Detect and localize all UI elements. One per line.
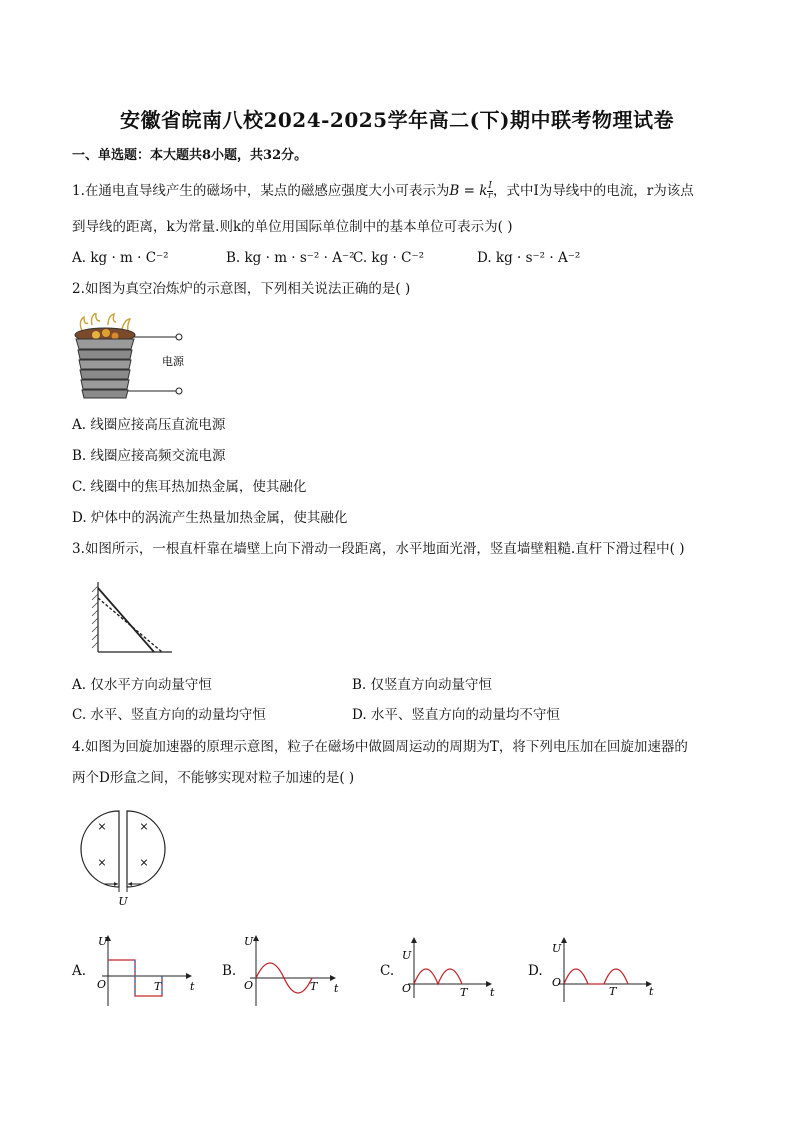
cyclotron-figure	[80, 808, 170, 910]
q4-option-d-label[interactable]: D.	[528, 963, 543, 979]
q2-stem: 2.如图为真空冶炼炉的示意图，下列相关说法正确的是( )	[72, 281, 411, 297]
q4-option-b-label[interactable]: B.	[222, 963, 237, 979]
q3-option-b[interactable]: B. 仅竖直方向动量守恒	[352, 677, 493, 693]
q4-option-d-graph[interactable]	[548, 932, 660, 1008]
q1-suffix: ，式中I为导线中的电流，r为该点	[492, 183, 694, 199]
q4-option-b-graph[interactable]	[240, 932, 346, 1008]
q1-line1: 1.在通电直导线产生的磁场中，某点的磁感应强度大小可表示为B = k $\frac{I}{r}$ ，式中I为导线中的电流，r为该点	[72, 181, 694, 201]
q1-prefix: 1.在通电直导线产生的磁场中，某点的磁感应强度大小可表示为	[72, 183, 450, 199]
q1-option-c[interactable]: C. kg · C⁻²	[353, 250, 424, 266]
section-heading: 一、单选题：本大题共8小题，共32分。	[72, 148, 308, 163]
q2-option-d[interactable]: D. 炉体中的涡流产生热量加热金属，使其融化	[72, 510, 348, 526]
d-axis-t: t	[649, 985, 654, 998]
field-mark-3: ×	[97, 856, 107, 869]
a-axis-t: t	[190, 980, 195, 993]
q2-option-b[interactable]: B. 线圈应接高频交流电源	[72, 448, 226, 464]
b-axis-T: T	[310, 980, 318, 993]
a-axis-u: U	[98, 935, 108, 948]
q3-option-a[interactable]: A. 仅水平方向动量守恒	[72, 677, 212, 693]
rod-wall-figure	[88, 580, 178, 658]
b-axis-u: U	[244, 935, 254, 948]
b-axis-o: O	[244, 979, 254, 992]
q4-stem-line2: 两个D形盒之间，不能够实现对粒子加速的是( )	[72, 770, 355, 786]
a-axis-T: T	[154, 980, 162, 993]
d-axis-o: O	[552, 976, 562, 989]
q1-formula-den: r	[488, 191, 493, 201]
cyclotron-voltage-label: U	[118, 895, 128, 908]
furnace-power-label: 电源	[162, 355, 184, 368]
q2-option-a[interactable]: A. 线圈应接高压直流电源	[72, 417, 226, 433]
q4-option-a-graph[interactable]	[92, 932, 198, 1008]
c-axis-t: t	[490, 986, 495, 999]
q3-option-d[interactable]: D. 水平、竖直方向的动量均不守恒	[352, 707, 560, 723]
c-axis-o: O	[402, 982, 412, 995]
q1-formula-b: B	[449, 183, 460, 199]
d-axis-T: T	[609, 985, 617, 998]
c-axis-u: U	[402, 949, 412, 962]
furnace-figure	[70, 313, 200, 403]
q4-option-a-label[interactable]: A.	[72, 963, 87, 979]
q1-option-b[interactable]: B. kg · m · s⁻² · A⁻²	[226, 250, 355, 266]
q1-formula-num: I	[488, 181, 492, 191]
q3-stem: 3.如图所示，一根直杆靠在墙壁上向下滑动一段距离，水平地面光滑，竖直墙壁粗糙.直杆下滑过程中( )	[72, 541, 685, 557]
q4-option-c-graph[interactable]	[398, 932, 504, 1008]
c-axis-T: T	[460, 986, 468, 999]
q2-option-c[interactable]: C. 线圈中的焦耳热加热金属，使其融化	[72, 479, 307, 495]
field-mark-4: ×	[139, 856, 149, 869]
q1-formula-k: k	[479, 183, 488, 199]
q3-option-c[interactable]: C. 水平、竖直方向的动量均守恒	[72, 707, 266, 723]
q1-option-d[interactable]: D. kg · s⁻² · A⁻²	[477, 250, 581, 266]
b-axis-t: t	[334, 982, 339, 995]
field-mark-1: ×	[97, 820, 107, 833]
d-axis-u: U	[552, 942, 562, 955]
q1-line2: 到导线的距离，k为常量.则k的单位用国际单位制中的基本单位可表示为( )	[72, 219, 513, 235]
q1-option-a[interactable]: A. kg · m · C⁻²	[72, 250, 169, 266]
page-title: 安徽省皖南八校2024-2025学年高二(下)期中联考物理试卷	[119, 108, 675, 132]
field-mark-2: ×	[139, 820, 149, 833]
q4-option-c-label[interactable]: C.	[380, 963, 395, 979]
a-axis-o: O	[97, 978, 107, 991]
q4-stem-line1: 4.如图为回旋加速器的原理示意图，粒子在磁场中做圆周运动的周期为T，将下列电压加在回旋加速器的	[72, 739, 688, 755]
